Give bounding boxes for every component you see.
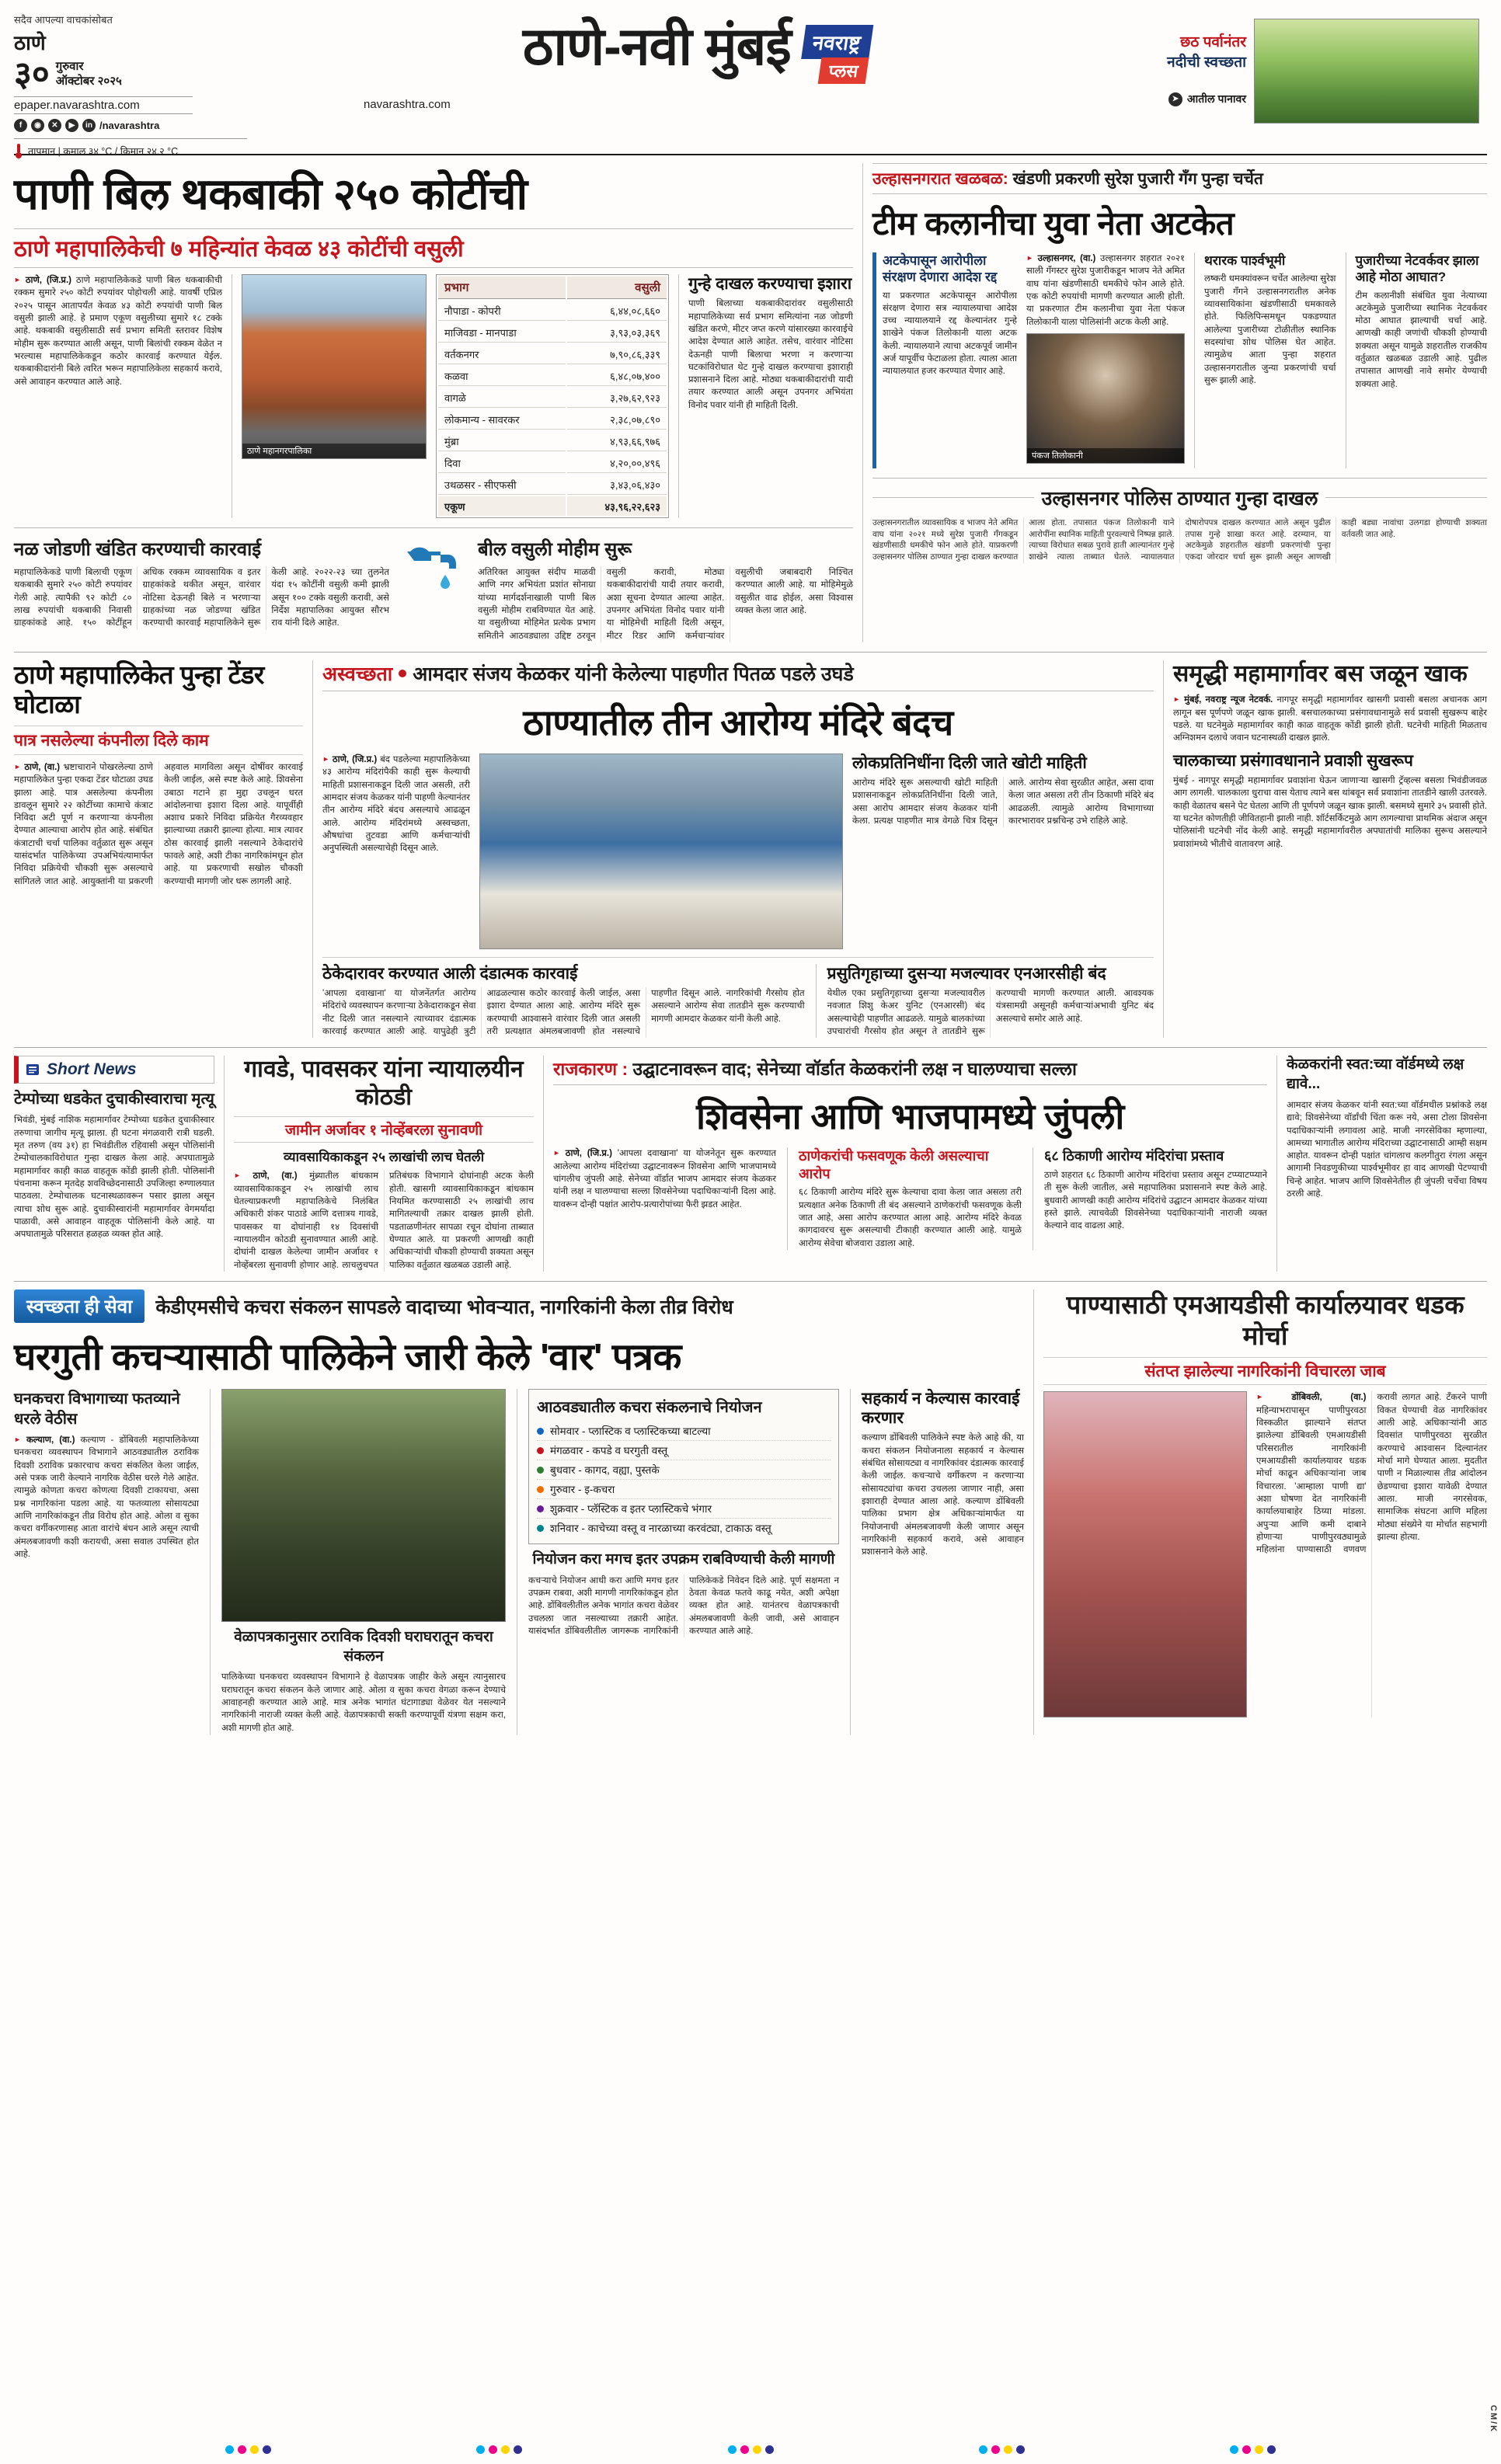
- lead-warning-column: [688, 274, 853, 518]
- kelkar-body: आमदार संजय केळकर यांनी स्वत:च्या वॉर्डमधील प्रश्नांकडे लक्ष द्यावे; शिवसेनेच्या वॉर्डांची चिंता करू नये, असा टोला शिवसेना पदाधिकाऱ्यांनी लगावला आहे. माजी नगरसेविका म्हणाल्या, आमच्या भागातील आरोग्य मंदिराच्या उद्घाटनासाठी आम्ही सक्षम आहोत. यावरून दोन्ही पक्षांत चांगलाच कलगीतुरा रंगला असून आगामी निवडणुकीच्या पार्श्वभूमीवर हा वाद आणखी पेटण्याची चिन्हे आहेत. भाजप आणि शिवसेनेतील ही जुंपली चर्चेचा विषय ठरली आहे.: [1287, 1100, 1487, 1199]
- garbage-collection-photo: [221, 1389, 506, 1622]
- ulhas-background-body: लष्करी धमक्यांवरून चर्चेत आलेल्या सुरेश पुजारी गँगने उल्हासनगरातील अनेक व्यावसायिकांना खंडणीसाठी धमकावले होते. फिलिपिन्समधून पकडण्यात आलेल्या पुजारीच्या टोळीतील स्थानिक सदस्यांचा शोध पोलिस घेत आहेत. त्यामुळेच आता पुन्हा शहरात उल्हासनगरातील जुन्या प्रकरणांची चर्चा सुरू झाली आहे.: [1204, 274, 1336, 385]
- short-news-label: Short News: [47, 1060, 137, 1079]
- schedule-item: शनिवार - काचेच्या वस्तू व नारळाच्या करवंट्या, टाकाऊ वस्तू: [537, 1519, 831, 1537]
- midc-headline: पाण्यासाठी एमआयडीसी कार्यालयावर धडक मोर्चा: [1066, 1290, 1464, 1350]
- masthead-left: [14, 8, 270, 157]
- schedule-list: [537, 1422, 831, 1537]
- date-block: [14, 57, 270, 92]
- tender-subhead: पात्र नसलेल्या कंपनीला दिले काम: [14, 726, 303, 755]
- swachhata-seva-badge: स्वच्छता ही सेवा: [14, 1289, 145, 1323]
- ulhas-kicker: उल्हासनगरात खळबळ: खंडणी प्रकरणी सुरेश पुजारी गँग पुन्हा चर्चेत: [872, 163, 1487, 194]
- garbage-action-column: [862, 1389, 1024, 1735]
- ulhas-substory-body: उल्हासनगरातील व्यावसायिक व भाजप नेते अमित वाघ यांना २०२१ मध्ये सुरेश पुजारी गँगकडून खंडणीसाठी धमकीचे फोन आले होते. याप्रकरणी उल्हासनगर पोलिस ठाण्यात गुन्हा दाखल करण्यात आला होता. तपासात पंकज तिलोकानी याने आरोपींना स्थानिक माहिती पुरवल्याचे निष्पन्न झाले. त्याच्या विरोधात सबळ पुरावे हाती आल्यानंतर गुन्हे शाखेने त्याला ताब्यात घेतले. न्यायालयात दोषारोपपत्र दाखल करण्यात आले असून पुढील तपास गुन्हे शाखा करत आहे. दरम्यान, या अटकेमुळे शहरातील खंडणी प्रकरणांची पुन्हा एकदा जोरदार चर्चा सुरू झाली असून आणखी काही बड्या नावांचा उलगडा होण्याची शक्यता वर्तवली जात आहे.: [872, 517, 1487, 562]
- ulhas-intro-column: [1026, 252, 1185, 468]
- politics-fraud-column: [799, 1147, 1022, 1250]
- warning-body: पाणी बिलाच्या थकबाकीदारांवर वसुलीसाठी महापालिकेच्या सर्व प्रभाग समित्यांना नळ जोडणी खंडित करणे, मीटर जप्त करणे यांसारख्या कारवाईचे आदेश देण्यात आले आहेत. तसेच, वारंवार नोटिसा देऊनही पाणी बिलाचा भरणा न करणाऱ्या घटकांविरोधात थेट गुन्हे दाखल करण्याचा इशाराही प्रशासनाने दिला आहे. मोठ्या थकबाकीदारांची यादी तयार करण्यात आली असून उपनगर अभियंता विनोद पवार यांनी ही माहिती दिली.: [688, 299, 853, 410]
- dateline-pointer-icon: ►: [14, 1436, 21, 1444]
- ulhas-background-head: थरारक पार्श्वभूमी: [1204, 253, 1286, 268]
- print-registration-row: [0, 2439, 1501, 2459]
- table-row: कळवा ६,४८,०७,४००: [438, 366, 667, 386]
- promo-caption-2: नदीची स्वच्छता: [1167, 54, 1246, 71]
- garbage-headline: घरगुती कचऱ्यासाठी पालिकेने जारी केले 'वार' पत्रक: [14, 1337, 681, 1379]
- bullet-icon: [537, 1525, 544, 1532]
- garbage-columns: [14, 1389, 1024, 1735]
- disconnect-head: नळ जोडणी खंडित करण्याची कारवाई: [14, 539, 262, 560]
- health-right-body: आरोग्य मंदिरे सुरू असल्याची खोटी माहिती प्रशासनाकडून लोकप्रतिनिधींना दिली जाते, असा आरोप आमदार संजय केळकर यांनी केला. प्रत्यक्ष पाहणीत मात्र वेगळे चित्र दिसून आले. आरोग्य सेवा सुरळीत आहेत, असा दावा केला जात असला तरी तीन ठिकाणी मंदिरे बंद आढळली. त्यामुळे आरोग्य विभागाच्या कारभारावर प्रश्नचिन्ह उभे राहिले आहे.: [852, 778, 1154, 827]
- print-mark: CM/K: [1489, 2404, 1498, 2433]
- court-dateline: ठाणे, (वा.): [252, 1171, 298, 1182]
- youtube-icon[interactable]: ▶: [65, 119, 78, 132]
- garbage-kicker: केडीएमसीचे कचरा संकलन सापडले वादाच्या भोवऱ्यात, नागरिकांनी केला तीव्र विरोध: [155, 1296, 733, 1318]
- garbage-kicker-row: [14, 1289, 1024, 1323]
- health-bottom-row: [322, 957, 1154, 1039]
- politics-proposal-head: ६८ ठिकाणी आरोग्य मंदिरांचा प्रस्ताव: [1044, 1148, 1224, 1164]
- table-header-ward: प्रभाग: [438, 277, 566, 299]
- garbage-plan-column: [528, 1389, 839, 1735]
- bullet-icon: [537, 1428, 544, 1435]
- bullet-icon: [537, 1467, 544, 1474]
- ulhas-network-column: [1356, 252, 1488, 468]
- lead-photo-caption: ठाणे महानगरपालिका: [242, 444, 426, 458]
- midc-water-protest-story: [1043, 1289, 1487, 1735]
- politics-headline: शिवसेना आणि भाजपामध्ये जुंपली: [696, 1096, 1124, 1137]
- red-bullet-icon: [399, 670, 406, 677]
- ulhas-background-column: [1204, 252, 1336, 468]
- date-day: ३०: [14, 55, 50, 93]
- ulhas-kicker-label: उल्हासनगरात खळबळ:: [872, 170, 1008, 188]
- schedule-item: गुरुवार - इ-कचरा: [537, 1480, 831, 1499]
- faucet-icon: [400, 536, 467, 642]
- weather-strip: [14, 138, 247, 158]
- linkedin-icon[interactable]: in: [82, 119, 96, 132]
- politics-story: [553, 1056, 1267, 1272]
- garbage-intro-column: [14, 1389, 199, 1735]
- court-custody-story: [234, 1056, 534, 1272]
- color-dots-group: [728, 2445, 774, 2454]
- lead-headline: पाणी बिल थकबाकी २५० कोटींची: [14, 169, 528, 218]
- weekly-schedule-box: [528, 1389, 839, 1544]
- promo-caption-1: छठ पर्वानंतर: [1179, 34, 1246, 50]
- table-row: उथळसर - सीएफसी ३,४३,०६,४३०: [438, 475, 667, 495]
- bus-fire-story: [1173, 660, 1487, 1039]
- health-nrc-head: प्रसुतिगृहाच्या दुसऱ्या मजल्यावर एनआरसीही बंद: [827, 964, 1106, 983]
- garbage-action-body: कल्याण डोंबिवली पालिकेने स्पष्ट केले आहे की, या कचरा संकलन नियोजनाला सहकार्य न केल्यास संबंधित सोसायट्या व नागरिकांवर दंडात्मक कारवाई केली जाईल. कचऱ्याचे वर्गीकरण न करणाऱ्या सोसायट्यांचा कचरा उचलला जाणार नाही, असा इशाराही देण्यात आला आहे. कल्याण डोंबिवली पालिका प्रभाग क्षेत्र अधिकाऱ्यांमार्फत या नियोजनाची अंमलबजावणी केली जाणार असून नागरिकांनी सहकार्य करावे, असे आवाहन प्रशासनाने केले आहे.: [862, 1433, 1024, 1557]
- weather-text: तापमान | कमाल ३४ °C / किमान २४.२ °C: [28, 145, 179, 157]
- politics-proposal-column: [1044, 1147, 1267, 1250]
- middle-section: [14, 652, 1487, 1039]
- thermometer-icon: [14, 143, 23, 158]
- social-handle: /navarashtra: [99, 120, 160, 131]
- health-kicker-text: आमदार संजय केळकर यांनी केलेल्या पाहणीत पितळ पडले उघडे: [413, 663, 854, 685]
- court-subhead-red: जामीन अर्जावर १ नोव्हेंबरला सुनावणी: [234, 1116, 534, 1143]
- bullet-icon: [537, 1505, 544, 1512]
- midc-content-row: [1043, 1391, 1487, 1717]
- table-row: लोकमान्य - सावरकर २,३८,०७,८९०: [438, 409, 667, 430]
- newspaper-title: ठाणे-नवी मुंबई: [522, 17, 791, 76]
- dateline-pointer-icon: ►: [1026, 254, 1033, 262]
- dateline-pointer-icon: ►: [1173, 695, 1180, 704]
- short-news-column: [14, 1056, 214, 1272]
- ulhas-box1-body: या प्रकरणात अटकेपासून आरोपीला संरक्षण देणारा सत्र न्यायालयाचा आदेश उच्च न्यायालयाने रद्द केल्यानंतर गुन्हे शाखेने पंकज तिलोकानी याला अटक केली. न्यायालयाने त्याचा अटकपूर्व जामीन अर्ज यापूर्वीच फेटाळला होता. त्याला आता न्यायालयात हजर करण्यात येणार आहे.: [883, 291, 1017, 377]
- water-bill-strip: [14, 527, 853, 642]
- health-headline: ठाण्यातील तीन आरोग्य मंदिरे बंदच: [523, 701, 953, 743]
- bottom-section: [14, 1281, 1487, 1735]
- midc-subhead: संतप्त झालेल्या नागरिकांनी विचारला जाब: [1043, 1357, 1487, 1385]
- midc-dateline: डोंबिवली, (वा.): [1291, 1393, 1367, 1403]
- lower-middle-section: [14, 1047, 1487, 1272]
- lead-body-row: [14, 274, 853, 518]
- date-weekday: गुरुवार ऑक्टोबर २०२५: [55, 60, 122, 88]
- table-row: माजिवडा - मानपाडा ३,९३,०३,३६९: [438, 322, 667, 343]
- x-icon[interactable]: ✕: [48, 119, 61, 132]
- masthead-promo: [1122, 8, 1487, 154]
- court-headline: गावडे, पावसकर यांना न्यायालयीन कोठडी: [244, 1056, 524, 1111]
- lead-photo: [242, 274, 427, 459]
- ulhasnagar-story: [872, 163, 1487, 642]
- accused-portrait-photo: [1026, 333, 1185, 464]
- garbage-intro-body: ► कल्याण, (वा.) कल्याण - डोंबिवली महापालिकेच्या घनकचरा व्यवस्थापन विभागाने आठवड्यातील ठराविक दिवशी ठराविक प्रकारचाच कचरा संकलित केला जाईल, असे पत्रक जारी केल्याने नागरिक वेठीस धरले गेले आहेत. त्यामुळे कोणता कचरा कोणत्या दिवशी टाकायचा, असा प्रश्न नागरिकांना पडला आहे. या फतव्याला सोसायट्या आणि नागरिकांकडून तीव्र विरोध होत आहे. ओला व सुका कचरा वर्गीकरणासह आता वारांचे बंधन आले असून त्याची अंमलबजावणी कशी करायची, असा सवाल उपस्थित होत आहे.: [14, 1436, 199, 1560]
- edition-city: ठाणे: [14, 31, 46, 54]
- tender-body: ► ठाणे, (वा.) भ्रष्टाचाराने पोखरलेल्या ठाणे महापालिकेत पुन्हा एकदा टेंडर घोटाळा उघड झाला आहे. पात्र असलेल्या कंपनीला डावलून सुमारे २२ कोटींच्या कामाचे कंत्राट निविदा अटी पूर्ण न करणाऱ्या कंपनीला देण्यात आल्याचा आरोप होत आहे. संबंधित कंत्राटाची चर्चा पालिका वर्तुळात सुरू असून यासंदर्भात पालिकेच्या उपअभियंत्यामार्फत निविदा प्रक्रियेची चौकशी सुरू असल्याचे सांगितले जात आहे. आयुक्तांनी या प्रकरणी अहवाल मागविला असून दोषींवर कारवाई केली जाईल, असे स्पष्ट केले आहे. शिवसेना उबाठा गटाने हा मुद्दा उचलून धरत आंदोलनाचा इशारा दिला आहे. यापूर्वीही अशाच प्रकारे निविदा प्रक्रियेत गैरव्यवहार झाल्याच्या तक्रारी झाल्या होत्या. मात्र त्यावर ठोस कारवाई झाली नसल्याने ठेकेदारांचे फावले आहे, अशी टीका नागरिकांमधून होत आहे. या प्रकरणाची सखोल चौकशी करण्याची मागणी जोर धरू लागली आहे.: [14, 762, 303, 886]
- health-contractor-body: 'आपला दवाखाना' या योजनेंतर्गत आरोग्य मंदिरांचे व्यवस्थापन करणाऱ्या ठेकेदाराकडून सेवा नीट दिली जात नसल्याने त्याच्यावर दंडात्मक कारवाई करण्यात आली आहे. यापुढेही त्रुटी आढळल्यास कठोर कारवाई केली जाईल, असा इशारा देण्यात आला आहे. आरोग्य मंदिरे सुरू करण्याची आश्वासने वारंवार दिली जात असली तरी प्रत्यक्षात अंमलबजावणी होत नसल्याचे पाहणीत दिसून आले. नागरिकांची गैरसोय होत असल्याने आरोग्य सेवा तातडीने सुरू करण्याची मागणी आमदार केळकर यांनी केली आहे.: [322, 989, 805, 1037]
- disconnect-body: महापालिकेकडे पाणी बिलाची एकूण थकबाकी सुमारे २५० कोटी रुपयांवर गेली आहे. त्यापैकी ९२ कोटी ८० लाख रुपयांची थकबाकी निवासी ग्राहकांकडे आहे. १५० कोटींहून अधिक रक्कम व्यावसायिक व इतर ग्राहकांकडे थकीत असून, वारंवार नोटिसा देऊनही बिले न भरणाऱ्या ग्राहकांच्या नळ जोडण्या खंडित करण्याची कारवाई महापालिकेने सुरू केली आहे. २०२२-२३ च्या तुलनेत यंदा १५ कोटींनी वसुली कमी झाली असून १०० टक्के वसुली करावी, असे निर्देश महापालिका आयुक्त सौरभ राव यांनी दिले आहेत.: [14, 568, 389, 628]
- ulhas-substory-head: उल्हासनगर पोलिस ठाण्यात गुन्हा दाखल: [872, 485, 1487, 511]
- tender-headline: ठाणे महापालिकेत पुन्हा टेंडर घोटाळा: [14, 660, 264, 719]
- short-news-headline: टेम्पोच्या धडकेत दुचाकीस्वाराचा मृत्यू: [14, 1091, 214, 1108]
- health-nrc-block: [827, 964, 1154, 1039]
- table-header-recovery: वसुली: [567, 277, 667, 299]
- table-row: नौपाडा - कोपरी ६,४४,०८,६६०: [438, 301, 667, 321]
- garbage-schedule-body: पालिकेच्या घनकचरा व्यवस्थापन विभागाने हे वेळापत्रक जाहीर केले असून त्यानुसारच घराघरातून कचरा संकलन केले जाणार आहे. ओला व सुका कचरा वेगळा करून देण्याचे आवाहनही करण्यात आले आहे. मात्र अनेक भागांत घंटागाड्या वेळेवर येत नसल्याने नागरिकांनी नाराजी व्यक्त केली आहे. वेळापत्रकाची सक्ती करण्यापूर्वी यंत्रणा सक्षम करा, अशी मागणी होत आहे.: [221, 1672, 506, 1733]
- brand-line2: प्लस: [817, 57, 869, 84]
- tender-story: [14, 660, 303, 1039]
- arrow-circle-icon: ➤: [1168, 92, 1182, 106]
- color-dots-group: [979, 2445, 1025, 2454]
- bus-dateline: मुंबई, नवराष्ट्र न्यूज नेटवर्क.: [1184, 695, 1273, 705]
- ulhas-substory: [872, 478, 1487, 563]
- facebook-icon[interactable]: f: [14, 119, 27, 132]
- bus-headline: समृद्धी महामार्गावर बस जळून खाक: [1173, 660, 1468, 687]
- court-body: ► ठाणे, (वा.) मुंब्र्यातील बांधकाम व्यावसायिकाकडून २५ लाखांची लाच घेतल्याप्रकरणी महापालिकेचे निलंबित अधिकारी शंकर पाठाडे आणि दत्तात्रय गावडे, पावसकर या दोघांनाही १४ दिवसांची न्यायालयीन कोठडी सुनावण्यात आली आहे. दोघांनी दाखल केलेल्या जामीन अर्जावर १ नोव्हेंबरला सुनावणी होणार आहे. लाचलुचपत प्रतिबंधक विभागाने दोघांनाही अटक केली होती. खासगी व्यावसायिकाकडून बांधकाम नियमित करण्यासाठी २५ लाखांची लाच मागितल्याची तक्रार दाखल झाली होती. पडताळणीनंतर सापळा रचून दोघांना ताब्यात घेण्यात आले. या प्रकरणी आणखी काही अधिकाऱ्यांची चौकशी होण्याची शक्यता असून पालिका वर्तुळात खळबळ उडाली आहे.: [234, 1171, 534, 1270]
- ulhas-box1: [872, 252, 1017, 468]
- recovery-table: [436, 274, 669, 518]
- health-contractor-head: ठेकेदारावर करण्यात आली दंडात्मक कारवाई: [322, 964, 578, 983]
- promo-captions: [1122, 19, 1246, 154]
- color-dots-group: [1230, 2445, 1276, 2454]
- table-row: वागळे ३,२७,६२,९२३: [438, 388, 667, 408]
- brand-line1: नवराष्ट्र: [801, 25, 874, 59]
- color-dots-group: [476, 2445, 522, 2454]
- garbage-photo-column: [221, 1389, 506, 1735]
- table-row: दिवा ४,२०,००,४९६: [438, 453, 667, 473]
- promo-inside-link[interactable]: ➤ आतील पानावर: [1122, 92, 1246, 106]
- health-right-head: लोकप्रतिनिधींना दिली जाते खोटी माहिती: [852, 753, 1087, 772]
- warning-head: गुन्हे दाखल करण्याचा इशारा: [688, 275, 852, 293]
- politics-fraud-head: ठाणेकरांची फसवणूक केली असल्याचा आरोप: [799, 1148, 989, 1182]
- short-news-badge: [14, 1056, 214, 1084]
- table-row: वर्तकनगर ७,९०,८६,३३९: [438, 344, 667, 364]
- health-kicker-label: अस्वच्छता: [322, 663, 393, 685]
- schedule-item: सोमवार - प्लास्टिक व प्लास्टिकच्या बाटल्या: [537, 1422, 831, 1441]
- health-centres-story: [322, 660, 1154, 1039]
- masthead-center: [270, 8, 1122, 154]
- portrait-caption: पंकज तिलोकानी: [1027, 448, 1184, 463]
- dateline-pointer-icon: ►: [322, 754, 329, 763]
- politics-columns: [553, 1147, 1267, 1250]
- schedule-item: शुक्रवार - प्लॅस्टिक व इतर प्लास्टिकचे भंगार: [537, 1499, 831, 1519]
- table-row: मुंब्रा ४,९३,६६,९७६: [438, 431, 667, 451]
- ulhas-box1-head: अटकेपासून आरोपीला संरक्षण देणारा आदेश रद्द: [883, 253, 998, 285]
- dateline-pointer-icon: ►: [14, 762, 21, 771]
- politics-dateline: ठाणे, (जि.प्र.): [565, 1149, 612, 1159]
- ulhas-network-head: पुजारीच्या नेटवर्कवर झाला आहे मोठा आघात?: [1355, 253, 1479, 285]
- ulhas-network-body: टीम कलानीशी संबंधित युवा नेत्याच्या अटकेमुळे पुजारीच्या स्थानिक नेटवर्कवर मोठा आघात झाल्याची चर्चा आहे. आणखी काही जणांची चौकशी होण्याची शक्यता असून यामुळे शहरातील राजकीय वर्तुळात खळबळ उडाली आहे. पुढील तपासात आणखी नावे समोर येण्याची शक्यता आहे.: [1355, 291, 1487, 389]
- bus-subhead: चालकाच्या प्रसंगावधानाने प्रवाशी सुखरूप: [1173, 751, 1413, 770]
- recovery-drive-head: बील वसुली मोहीम सुरू: [478, 539, 632, 560]
- health-kicker-row: [322, 660, 1154, 691]
- kelkar-reaction-column: [1287, 1056, 1487, 1272]
- politics-kicker-label: राजकारण :: [553, 1059, 629, 1080]
- epaper-link[interactable]: epaper.navarashtra.com: [14, 96, 193, 114]
- promo-photo: [1254, 19, 1479, 124]
- disconnect-story: [14, 536, 389, 642]
- bullet-icon: [537, 1447, 544, 1454]
- politics-kicker: राजकारण : उद्घाटनावरून वाद; सेनेच्या वॉर्डात केळकरांनी लक्ष न घालण्याचा सल्ला: [553, 1056, 1267, 1085]
- lead-story: [14, 163, 853, 642]
- dateline-pointer-icon: ►: [14, 276, 21, 284]
- kelkar-head: केळकरांनी स्वत:च्या वॉर्डमध्ये लक्ष द्यावे...: [1287, 1056, 1464, 1093]
- short-news-body: भिवंडी, मुंबई नाशिक महामार्गावर टेम्पोच्या धडकेत दुचाकीस्वार तरुणाचा जागीच मृत्यू झाला. ही घटना मंगळवारी रात्री घडली. मृत तरुण (वय ३१) हा भिवंडीतील रहिवासी असून पोलिसांनी टेम्पोचालकाविरोधात गुन्हा दाखल केला आहे. अपघातामुळे महामार्गावर काही काळ वाहतूक कोंडी झाली होती. पोलिसांनी पंचनामा करून मृतदेह शवविच्छेदनासाठी उपजिल्हा रुग्णालयात पाठवला. टेम्पोचालक घटनास्थळावरून पसार झाला असून त्याचा शोध सुरू आहे. दुचाकीस्वारांनी महामार्गावर वेगमर्यादा पाळावी, असे आवाहन वाहतूक पोलिसांनी केले आहे. या अपघातामुळे परिसरात हळहळ व्यक्त होत आहे.: [14, 1115, 214, 1240]
- bus-intro: ► मुंबई, नवराष्ट्र न्यूज नेटवर्क. नागपूर समृद्धी महामार्गावर खासगी प्रवासी बसला अचानक आग लागून बस पूर्णपणे जळून खाक झाली. बसचालकाच्या प्रसंगावधानामुळे सर्व प्रवासी सुखरूप बाहेर पडले. या घटनेमुळे महामार्गावर काही काळ वाहतूक कोंडी झाली होती. घटनेची माहिती मिळताच अग्निशमन दलाचे जवान घटनास्थळी दाखल झाले.: [1173, 695, 1487, 743]
- garbage-planning-body: कचऱ्याचे नियोजन आधी करा आणि मगच इतर उपक्रम राबवा, अशी मागणी नागरिकांकडून होत आहे. डोंबिवलीतील अनेक भागांत कचरा वेळेवर उचलला जात नसल्याच्या तक्रारी आहेत. यासंदर्भात डोंबिवलीतील जागरूक नागरिकांनी पालिकेकडे निवेदन दिले आहे. पूर्ण सक्षमता न ठेवता केवळ फतवे काढू नयेत, अशी अपेक्षा व्यक्त होत आहे. यानंतरच वेळापत्रकाची अंमलबजावणी केली जावी, असे आवाहन करण्यात आले आहे.: [528, 1575, 839, 1637]
- bullet-icon: [537, 1486, 544, 1493]
- midc-protest-photo: [1043, 1391, 1247, 1717]
- midc-body: ► डोंबिवली, (वा.) महिन्याभरापासून पाणीपुरवठा विस्कळीत झाल्याने संतप्त झालेल्या डोंबिवली एमआयडीसी परिसरातील नागरिकांनी एमआयडीसी कार्यालयावर धडक मोर्चा काढून अधिकाऱ्यांना जाब विचारला. 'आम्हाला पाणी द्या' अशा घोषणा देत नागरिकांनी कार्यालयाबाहेर ठिय्या मांडला. अपुऱ्या आणि कमी दाबाने होणाऱ्या पाणीपुरवठ्यामुळे महिलांना पाण्यासाठी वणवण करावी लागत आहे. टँकरने पाणी विकत घेण्याची वेळ नागरिकांवर आली आहे. अधिकाऱ्यांनी आठ दिवसांत पाणीपुरवठा सुरळीत करण्याचे आश्वासन दिल्यानंतर मोर्चा मागे घेण्यात आला. मुदतीत पाणी न मिळाल्यास तीव्र आंदोलन छेडण्याचा इशारा यावेळी देण्यात आला. माजी नगरसेवक, सामाजिक संघटना आणि महिला मोठ्या संख्येने या मोर्चात सहभागी झाल्या होत्या.: [1256, 1393, 1487, 1555]
- schedule-item: बुधवार - कागद, वह्या, पुस्तके: [537, 1460, 831, 1480]
- lead-subhead: ठाणे महापालिकेची ७ महिन्यांत केवळ ४३ कोटींची वसुली: [14, 228, 853, 268]
- social-row: [14, 119, 270, 132]
- newspaper-icon: [25, 1062, 40, 1077]
- table-row-total: एकूण ४३,९६,२२,६२३: [438, 496, 667, 516]
- instagram-icon[interactable]: ◉: [31, 119, 44, 132]
- health-inspection-photo: [479, 753, 843, 949]
- garbage-circular-story: [14, 1289, 1024, 1735]
- garbage-sub-head: घनकचरा विभागाच्या फतव्याने धरले वेठीस: [14, 1390, 180, 1429]
- schedule-item: मंगळवार - कपडे व घरगुती वस्तू: [537, 1441, 831, 1460]
- politics-fraud-body: ६८ ठिकाणी आरोग्य मंदिरे सुरू केल्याचा दावा केला जात असला तरी प्रत्यक्षात अनेक ठिकाणी ती बंद असल्याने ठाणेकरांची फसवणूक केली जात आहे, असा आरोप करण्यात आला आहे. आरोग्य मंदिरे केवळ कागदावरच सुरू असल्याची टीकाही करण्यात आली आहे. यामुळे आरोग्य सेवेचा बोजवारा उडाला आहे.: [799, 1188, 1022, 1248]
- recovery-drive-story: [478, 536, 853, 642]
- masthead: [14, 8, 1487, 155]
- garbage-schedule-subhead: वेळापत्रकानुसार ठराविक दिवशी घराघरातून कचरा संकलन: [234, 1629, 493, 1665]
- brand-logo: [797, 25, 873, 84]
- dateline-pointer-icon: ►: [234, 1171, 241, 1180]
- recovery-drive-body: अतिरिक्त आयुक्त संदीप माळवी आणि नगर अभियंता प्रशांत सोनाग्रा यांच्या मार्गदर्शनाखाली पाणी बिल वसुली मोहीम राबविण्यात येत आहे. या वसुलीच्या मोहिमेत प्रत्येक प्रभाग समितीने आठवड्याला उद्दिष्ट ठरवून वसुली करावी, मोठ्या थकबाकीदारांची यादी तयार करावी, अशा सूचना देण्यात आल्या आहेत. उपनगर अभियंता विनोद पवार यांनी या मोहिमेची माहिती दिली असून, मीटर रिडर आणि कर्मचाऱ्यांवर वसुलीची जबाबदारी निश्चित करण्यात आली आहे. या मोहिमेमुळे वसुलीत वाढ होईल, असा विश्वास व्यक्त केला जात आहे.: [478, 568, 853, 641]
- health-intro: ► ठाणे, (जि.प्र.) बंद पडलेल्या महापालिकेच्या ४३ आरोग्य मंदिरांपैकी काही सुरू केल्याची माहिती प्रशासनाकडून दिली जात असली, तरी आमदार संजय केळकर यांनी पाहणी केल्यानंतर तीन आरोग्य मंदिरे बंदच असल्याचे आढळून आले. आरोग्य मंदिरांमध्ये अस्वच्छता, औषधांचा तुटवडा आणि कर्मचाऱ्यांची अनुपस्थिती असल्याचेही दिसून आले.: [322, 754, 470, 854]
- health-top-row: [322, 753, 1154, 949]
- health-right-column: [852, 753, 1154, 949]
- dateline-pointer-icon: ►: [553, 1149, 560, 1157]
- health-nrc-body: येथील एका प्रसुतिगृहाच्या दुसऱ्या मजल्यावरील नवजात शिशु केअर युनिट (एनआरसी) बंद असल्याचेही पाहणीत आढळले. यामुळे बालकांच्या उपचारांची गैरसोय होत असून ते तातडीने सुरू करण्याची मागणी करण्यात आली. आवश्यक यंत्रसामग्री असूनही कर्मचाऱ्यांअभावी युनिट बंद असल्याचे समोर आले आहे.: [827, 989, 1154, 1037]
- tagline: सदैव आपल्या वाचकांसोबत: [14, 14, 113, 26]
- health-dateline: ठाणे, (जि.प्र.): [332, 754, 378, 764]
- court-subhead-bold: व्यावसायिकाकडून २५ लाखांची लाच घेतली: [283, 1150, 485, 1165]
- schedule-head: आठवड्यातील कचरा संकलनाचे नियोजन: [537, 1399, 762, 1417]
- lead-dateline: ठाणे, (जि.प्र.): [25, 276, 72, 285]
- tender-dateline: ठाणे, (वा.): [24, 762, 61, 772]
- ulhas-columns: [872, 252, 1487, 468]
- website-link[interactable]: navarashtra.com: [364, 98, 451, 111]
- bus-body: मुंबई - नागपूर समृद्धी महामार्गावर प्रवाशांना घेऊन जाणाऱ्या खासगी ट्रॅव्हल्स बसला भिवंडीजवळ आग लागली. चालकाला धुराचा वास येताच त्याने बस थांबवून सर्व प्रवाशांना तातडीने खाली उतरवले. काही वेळातच बसने पेट घेतला आणि ती पूर्णपणे जळून खाक झाली. बसमध्ये सुमारे ३५ प्रवासी होते. या घटनेत कोणतीही जीवितहानी झाली नाही. शॉर्टसर्किटमुळे आग लागल्याचा प्राथमिक अंदाज असून पोलिसांनी घटनेची नोंद केली आहे. समृद्धी महामार्गावरील अपघातांची मालिका सुरूच असल्याने प्रवाशांमध्ये भीतीचे वातावरण आहे.: [1173, 775, 1487, 849]
- garbage-action-head: सहकार्य न केल्यास कारवाई करणार: [862, 1390, 1020, 1428]
- ulhas-dateline: उल्हासनगर, (वा.): [1037, 254, 1096, 263]
- garbage-dateline: कल्याण, (वा.): [26, 1436, 75, 1446]
- politics-intro: ► ठाणे, (जि.प्र.) 'आपला दवाखाना' या योजनेतून सुरू करण्यात आलेल्या आरोग्य मंदिरांच्या उद्घाटनावरून शिवसेना आणि भाजपामध्ये चांगलीच जुंपली आहे. सेनेच्या वॉर्डात भाजप आमदार संजय केळकर यांनी लक्ष न घालण्याचा सल्ला शिवसेनेच्या पदाधिकाऱ्यांनी दिला आहे. यावरून दोन्ही पक्षांत आरोप-प्रत्यारोपांच्या फैरी झडत आहेत.: [553, 1149, 776, 1209]
- color-dots-group: [225, 2445, 271, 2454]
- lead-body: ► ठाणे, (जि.प्र.) ठाणे महापालिकेकडे पाणी बिल थकबाकीची रक्कम सुमारे २५० कोटी रुपयांवर पोहोचली आहे. यावर्षी एप्रिल २०२५ पासून आतापर्यंत केवळ ४३ कोटी रुपयांची पाणी बिल वसुली झाली आहे. हे प्रमाण एकूण वसुलीच्या सुमारे १८ टक्के आहे. थकबाकी वसुलीसाठी सर्व प्रभाग समिती स्तरावर विशेष मोहीम सुरू करण्यात आली असून, पाणी बिलांची रक्कम वेळेत न भरल्यास महापालिकेकडून कठोर कारवाई करण्यात येईल. थकबाकीदारांनी बिले त्वरित भरून महापालिकेला सहकार्य करावे, असे आवाहन करण्यात आले आहे.: [14, 276, 223, 387]
- top-section: [14, 155, 1487, 642]
- garbage-planning-subhead: नियोजन करा मगच इतर उपक्रम राबविण्याची केली मागणी: [532, 1551, 835, 1568]
- ulhas-headline: टीम कलानीचा युवा नेता अटकेत: [872, 205, 1235, 242]
- health-contractor-block: [322, 964, 805, 1039]
- ulhas-intro: ► उल्हासनगर, (वा.) उल्हासनगर शहरात २०२१ साली गँगस्टर सुरेश पुजारीकडून भाजप नेते अमित वाघ यांना खंडणीसाठी धमकीचे फोन आले होते. एक कोटी रुपयांची मागणी करण्यात आली होती. या प्रकरणात टीम कलानीचा युवा नेता पंकज तिलोकानी याला पोलिसांनी अटक केली आहे.: [1026, 254, 1186, 327]
- politics-proposal-body: ठाणे शहरात ६८ ठिकाणी आरोग्य मंदिरांचा प्रस्ताव असून टप्प्याटप्प्याने ती सुरू केली जातील, असे महापालिका प्रशासनाने स्पष्ट केले आहे. बुधवारी आणखी काही आरोग्य मंदिरांचे उद्घाटन आमदार केळकर यांच्या हस्ते झाले. त्याचवेळी शिवसेनेच्या पदाधिकाऱ्यांनी नाराजी व्यक्त केल्याने वाद वाढला आहे.: [1044, 1170, 1267, 1231]
- dateline-pointer-icon: ►: [1256, 1393, 1263, 1401]
